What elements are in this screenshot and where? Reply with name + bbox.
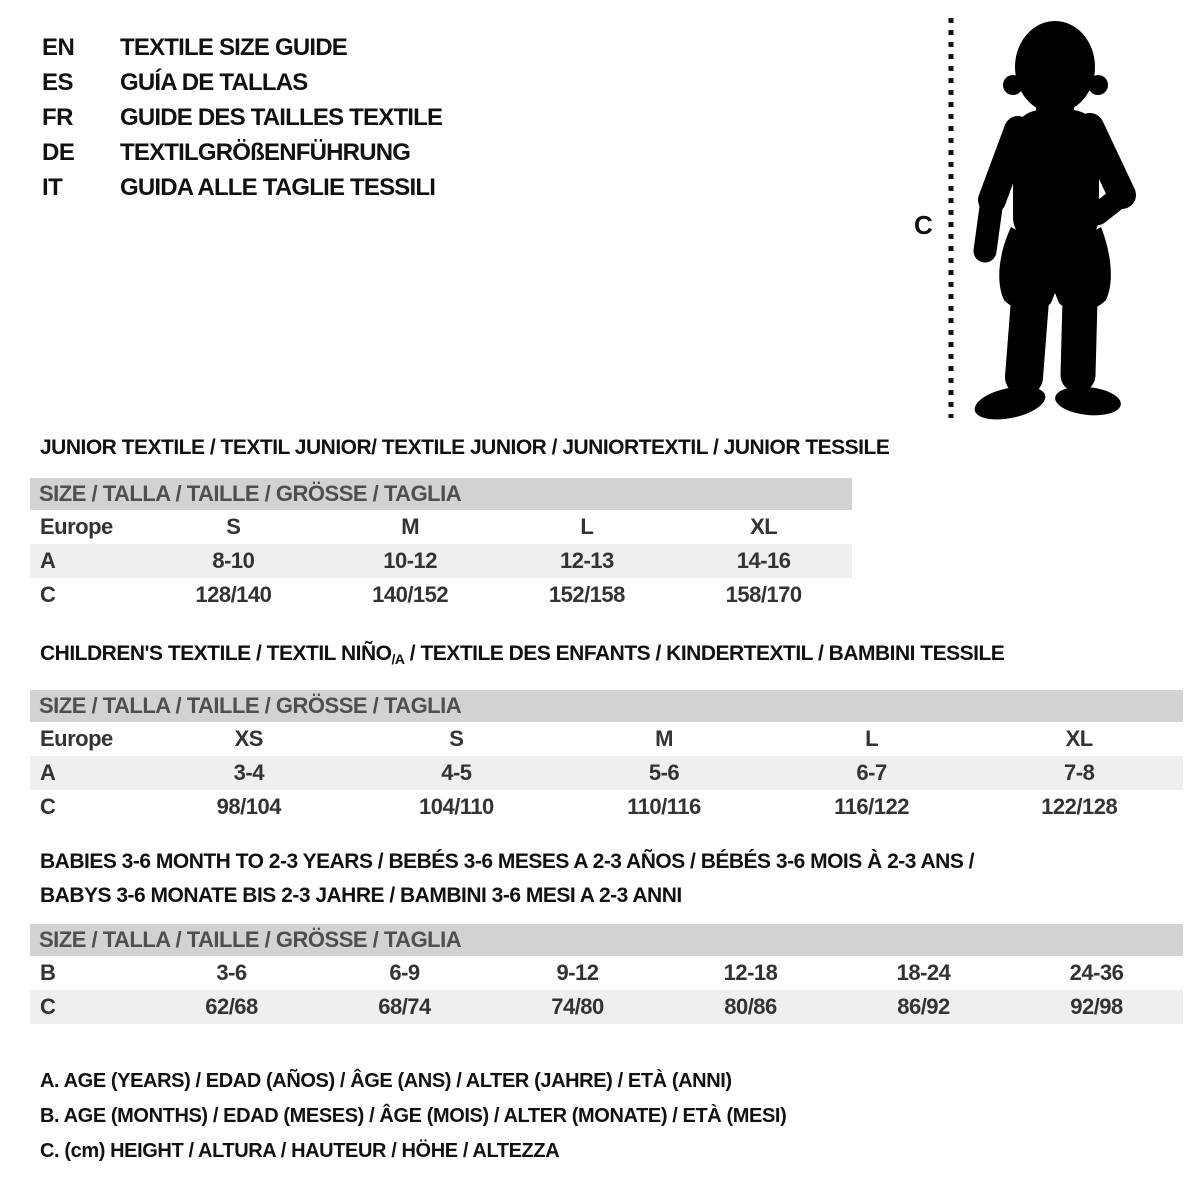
months-cell: 3-6 bbox=[216, 960, 247, 985]
children-size-header: SIZE / TALLA / TAILLE / GRÖSSE / TAGLIA bbox=[30, 690, 1183, 722]
row-label: B bbox=[40, 960, 56, 985]
babies-size-table bbox=[30, 924, 1183, 1024]
lang-code-de: DE bbox=[42, 138, 75, 166]
months-cell: 9-12 bbox=[556, 960, 599, 985]
size-cell: XS bbox=[234, 726, 263, 751]
language-title-list bbox=[42, 30, 442, 205]
row-label: C bbox=[40, 994, 56, 1019]
lang-title-de: TEXTILGRÖßENFÜHRUNG bbox=[120, 138, 411, 166]
size-cell: M bbox=[655, 726, 673, 751]
lang-row-de bbox=[42, 135, 442, 170]
age-cell: 3-4 bbox=[233, 760, 264, 785]
lang-title-it: GUIDA ALLE TAGLIE TESSILI bbox=[120, 173, 436, 201]
junior-size-header: SIZE / TALLA / TAILLE / GRÖSSE / TAGLIA bbox=[30, 478, 852, 510]
row-label: C bbox=[40, 794, 56, 819]
lang-code-fr: FR bbox=[42, 103, 73, 131]
height-cell: 92/98 bbox=[1070, 994, 1123, 1019]
size-cell: L bbox=[580, 514, 594, 539]
age-cell: 14-16 bbox=[736, 548, 791, 573]
lang-row-it bbox=[42, 170, 442, 205]
age-cell: 5-6 bbox=[648, 760, 680, 785]
height-cell: 104/110 bbox=[418, 794, 494, 819]
age-cell: 10-12 bbox=[383, 548, 438, 573]
lang-title-en: TEXTILE SIZE GUIDE bbox=[120, 33, 347, 61]
lang-code-es: ES bbox=[42, 68, 74, 96]
height-cell: 74/80 bbox=[551, 994, 604, 1019]
size-cell: XL bbox=[1065, 726, 1093, 751]
lang-title-fr: GUIDE DES TAILLES TEXTILE bbox=[120, 103, 443, 131]
lang-code-it: IT bbox=[42, 173, 63, 201]
babies-section-title-line1: BABIES 3-6 MONTH TO 2-3 YEARS / BEBÉS 3-6 MESES A 2-3 AÑOS / BÉBÉS 3-6 MOIS À 2-3 ANS / bbox=[40, 850, 975, 873]
babies-section-title-line2: BABYS 3-6 MONATE BIS 2-3 JAHRE / BAMBINI 3-6 MESI A 2-3 ANNI bbox=[40, 884, 682, 907]
children-section-title bbox=[40, 642, 1004, 667]
junior-row-europe bbox=[30, 510, 852, 544]
junior-row-height bbox=[30, 578, 852, 612]
age-cell: 6-7 bbox=[856, 760, 887, 785]
size-cell: S bbox=[226, 514, 241, 539]
age-cell: 4-5 bbox=[441, 760, 472, 785]
age-cell: 8-10 bbox=[212, 548, 255, 573]
height-cell: 152/158 bbox=[548, 582, 625, 607]
age-cell: 12-13 bbox=[559, 548, 614, 573]
children-row-height bbox=[30, 790, 1183, 824]
children-row-europe bbox=[30, 722, 1183, 756]
junior-row-age bbox=[30, 544, 852, 578]
row-label: A bbox=[40, 760, 56, 785]
row-label: Europe bbox=[40, 726, 113, 751]
lang-title-es: GUÍA DE TALLAS bbox=[120, 68, 308, 96]
row-label: A bbox=[40, 548, 56, 573]
note-c-height-cm: C. (cm) HEIGHT / ALTURA / HAUTEUR / HÖHE / ALTEZZA bbox=[40, 1140, 560, 1162]
toddler-silhouette-icon bbox=[958, 5, 1148, 425]
height-cell: 68/74 bbox=[378, 994, 431, 1019]
height-cell: 86/92 bbox=[897, 994, 950, 1019]
children-title-rest: / TEXTILE DES ENFANTS / KINDERTEXTIL / BAMBINI TESSILE bbox=[404, 642, 1005, 665]
measure-c-label: C bbox=[914, 210, 933, 240]
babies-size-header: SIZE / TALLA / TAILLE / GRÖSSE / TAGLIA bbox=[30, 924, 1183, 956]
row-label: C bbox=[40, 582, 56, 607]
size-cell: XL bbox=[750, 514, 778, 539]
height-cell: 62/68 bbox=[205, 994, 258, 1019]
lang-row-en bbox=[42, 30, 442, 65]
note-a-age-years: A. AGE (YEARS) / EDAD (AÑOS) / ÂGE (ANS) / ALTER (JAHRE) / ETÀ (ANNI) bbox=[40, 1070, 732, 1092]
months-cell: 24-36 bbox=[1069, 960, 1124, 985]
babies-row-height bbox=[30, 990, 1183, 1024]
children-size-table bbox=[30, 690, 1183, 824]
months-cell: 18-24 bbox=[896, 960, 951, 985]
junior-size-table bbox=[30, 478, 852, 612]
children-title-subscript: /A bbox=[391, 651, 405, 667]
lang-code-en: EN bbox=[42, 33, 75, 61]
junior-section-title: JUNIOR TEXTILE / TEXTIL JUNIOR/ TEXTILE JUNIOR / JUNIORTEXTIL / JUNIOR TESSILE bbox=[40, 436, 890, 459]
height-cell: 140/152 bbox=[372, 582, 449, 607]
children-row-age bbox=[30, 756, 1183, 790]
height-cell: 116/122 bbox=[834, 794, 909, 819]
height-cell: 80/86 bbox=[724, 994, 777, 1019]
dashed-measure-line-icon bbox=[948, 16, 954, 420]
size-cell: S bbox=[449, 726, 464, 751]
children-title-main: CHILDREN'S TEXTILE / TEXTIL NIÑO bbox=[40, 642, 392, 665]
lang-row-fr bbox=[42, 100, 442, 135]
row-label: Europe bbox=[40, 514, 113, 539]
height-cell: 128/140 bbox=[195, 582, 272, 607]
height-cell: 122/128 bbox=[1041, 794, 1118, 819]
height-cell: 158/170 bbox=[725, 582, 802, 607]
height-cell: 98/104 bbox=[216, 794, 281, 819]
height-measure-figure bbox=[900, 0, 1200, 430]
note-b-age-months: B. AGE (MONTHS) / EDAD (MESES) / ÂGE (MOIS) / ALTER (MONATE) / ETÀ (MESI) bbox=[40, 1105, 787, 1127]
size-cell: M bbox=[401, 514, 420, 539]
lang-row-es bbox=[42, 65, 442, 100]
babies-row-months bbox=[30, 956, 1183, 990]
height-cell: 110/116 bbox=[627, 794, 701, 819]
age-cell: 7-8 bbox=[1064, 760, 1095, 785]
months-cell: 6-9 bbox=[389, 960, 420, 985]
size-cell: L bbox=[865, 726, 879, 751]
months-cell: 12-18 bbox=[723, 960, 778, 985]
